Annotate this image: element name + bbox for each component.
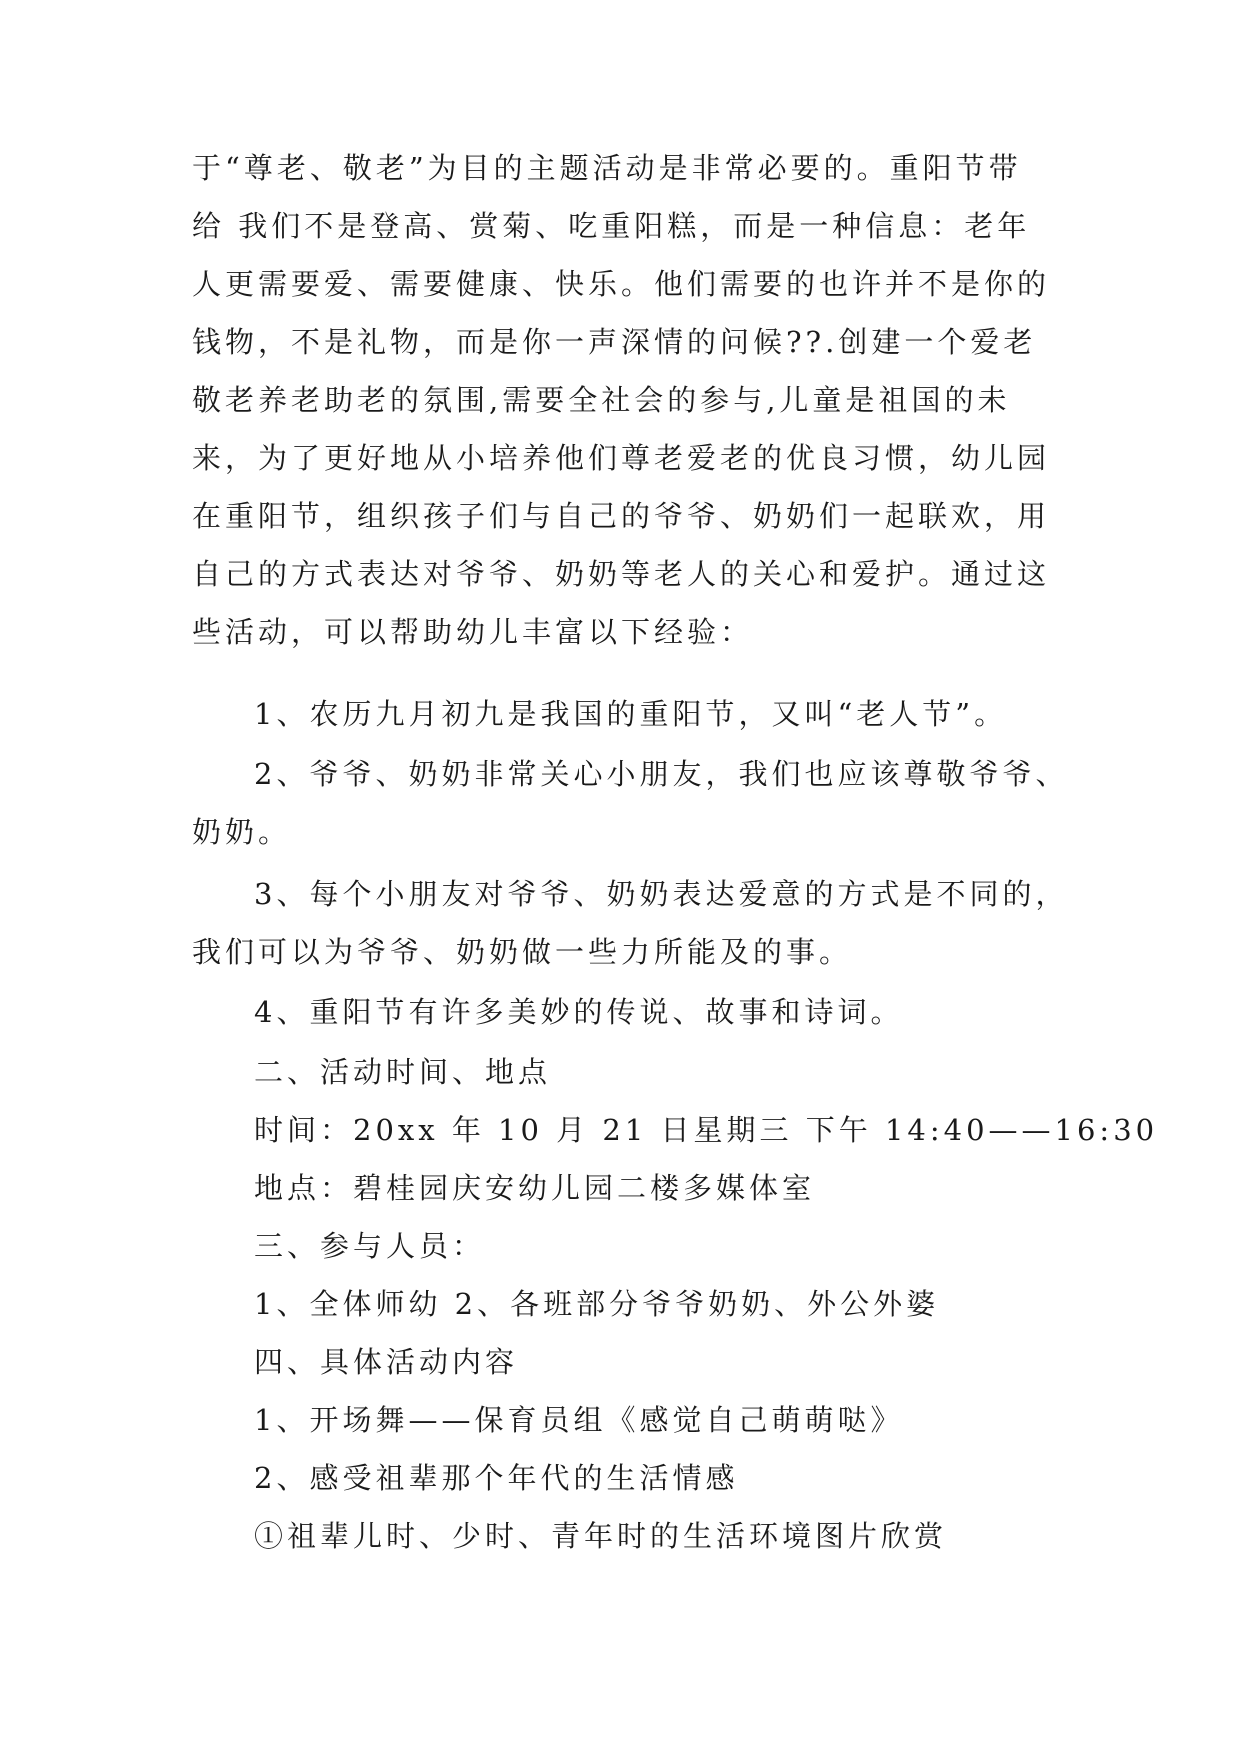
section-heading: 二、活动时间、地点 [254,1055,552,1089]
list-item: ①祖辈儿时、少时、青年时的生活环境图片欣赏 [254,1519,948,1553]
section-heading: 四、具体活动内容 [254,1345,519,1379]
experience-item-3 [192,865,1069,981]
text-line: 3、每个小朋友对爷爷、奶奶表达爱意的方式是不同的， [254,877,1069,911]
text-line: 些活动，可以帮助幼儿丰富以下经验： [192,615,754,649]
text-line: 给 我们不是登高、赏菊、吃重阳糕，而是一种信息：老年 [192,209,1031,243]
text-line: 自己的方式表达对爷爷、奶奶等老人的关心和爱护。通过这 [192,557,1051,591]
time-line: 时间：20xx 年 10 月 21 日星期三 下午 14:40——16:30 [254,1113,1159,1147]
list-item: 1、开场舞——保育员组《感觉自己萌萌哒》 [254,1403,904,1437]
section-heading: 三、参与人员： [254,1229,486,1263]
intro-paragraph [192,139,1052,661]
text-line: 1、农历九月初九是我国的重阳节，又叫“老人节”。 [254,697,1008,731]
participants-line: 1、全体师幼 2、各班部分爷爷奶奶、外公外婆 [254,1287,940,1321]
text-line: 人更需要爱、需要健康、快乐。他们需要的也许并不是你的 [192,267,1051,301]
text-line: 奶奶。 [192,815,292,849]
place-line: 地点：碧桂园庆安幼儿园二楼多媒体室 [254,1171,816,1205]
text-line: 我们可以为爷爷、奶奶做一些力所能及的事。 [192,935,853,969]
text-line: 在重阳节，组织孩子们与自己的爷爷、奶奶们一起联欢，用 [192,499,1051,533]
experience-item-1 [192,685,1052,743]
section-2 [192,1043,1159,1565]
list-item: 2、感受祖辈那个年代的生活情感 [254,1461,739,1495]
experience-item-2 [192,745,1069,861]
text-line: 4、重阳节有许多美妙的传说、故事和诗词。 [254,995,904,1029]
text-line: 2、爷爷、奶奶非常关心小朋友，我们也应该尊敬爷爷、 [254,757,1069,791]
text-line: 敬老养老助老的氛围,需要全社会的参与,儿童是祖国的未 [192,383,1011,417]
text-line: 于“尊老、敬老”为目的主题活动是非常必要的。重阳节带 [192,151,1022,185]
text-line: 钱物，不是礼物，而是你一声深情的问候??.创建一个爱老 [192,325,1037,359]
text-line: 来，为了更好地从小培养他们尊老爱老的优良习惯，幼儿园 [192,441,1051,475]
experience-item-4 [192,983,1052,1041]
